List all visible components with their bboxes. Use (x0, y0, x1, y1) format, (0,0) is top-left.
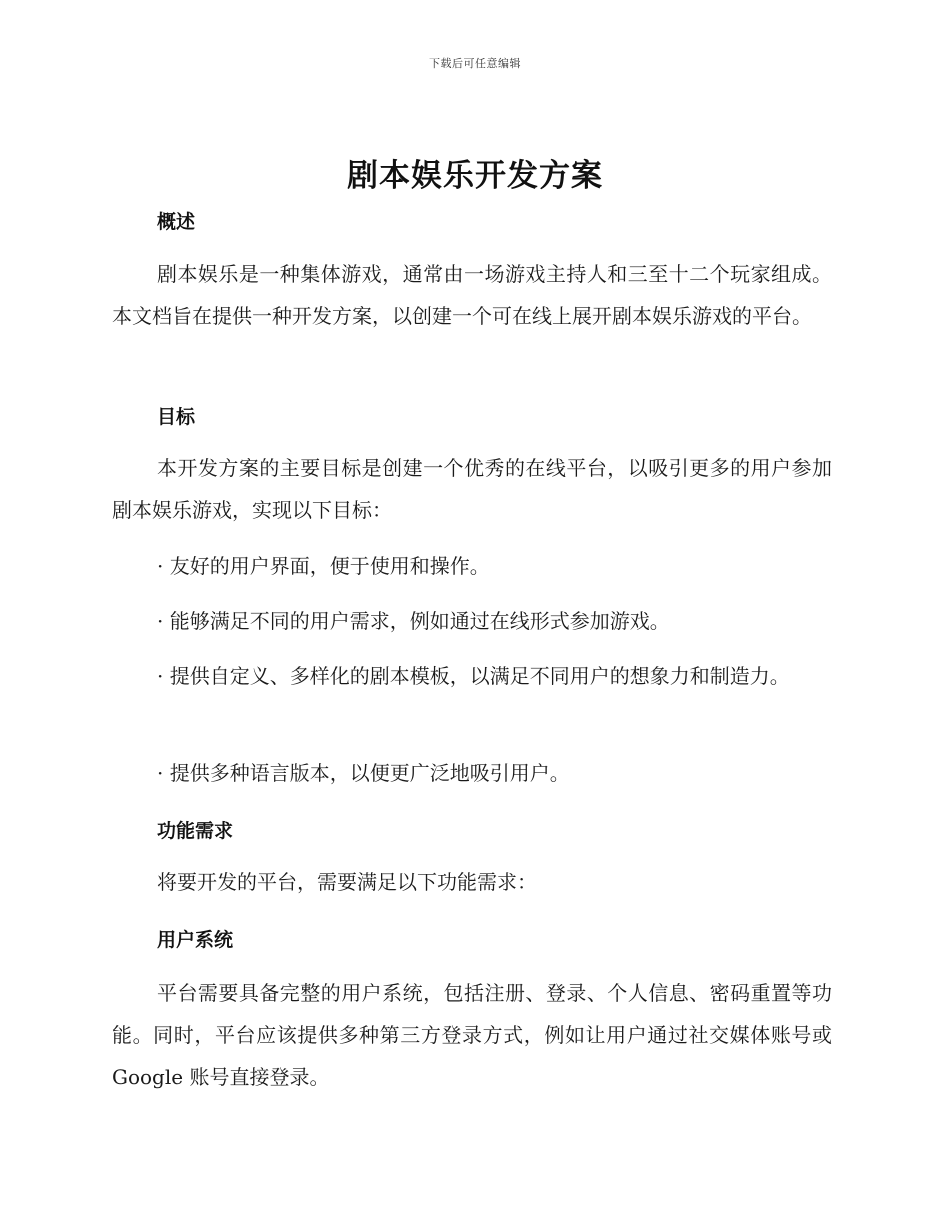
heading-requirements: 功能需求 (157, 820, 234, 842)
list-item-goal-2: · 能够满足不同的用户需求，例如通过在线形式参加游戏。 (157, 609, 670, 633)
header-note: 下载后可任意编辑 (429, 57, 521, 70)
heading-goals: 目标 (157, 406, 196, 428)
paragraph-goals: 本开发方案的主要目标是创建一个优秀的在线平台，以吸引更多的用户参加剧本娱乐游戏，实现以下目标： (112, 456, 832, 522)
list-item-goal-3: · 提供自定义、多样化的剧本模板，以满足不同用户的想象力和制造力。 (157, 664, 790, 688)
paragraph-user-system: 平台需要具备完整的用户系统，包括注册、登录、个人信息、密码重置等功能。同时，平台应该提供多种第三方登录方式，例如让用户通过社交媒体账号或 Google 账号直接登录。 (112, 981, 832, 1089)
document-title: 剧本娱乐开发方案 (347, 158, 603, 194)
list-item-goal-1: · 友好的用户界面，便于使用和操作。 (157, 554, 490, 578)
paragraph-requirements: 将要开发的平台，需要满足以下功能需求： (157, 870, 537, 894)
paragraph-overview: 剧本娱乐是一种集体游戏，通常由一场游戏主持人和三至十二个玩家组成。本文档旨在提供一种开发方案，以创建一个可在线上展开剧本娱乐游戏的平台。 (112, 262, 832, 328)
list-item-goal-4: · 提供多种语言版本，以便更广泛地吸引用户。 (157, 761, 570, 785)
heading-user-system: 用户系统 (157, 929, 234, 951)
heading-overview: 概述 (157, 211, 196, 233)
